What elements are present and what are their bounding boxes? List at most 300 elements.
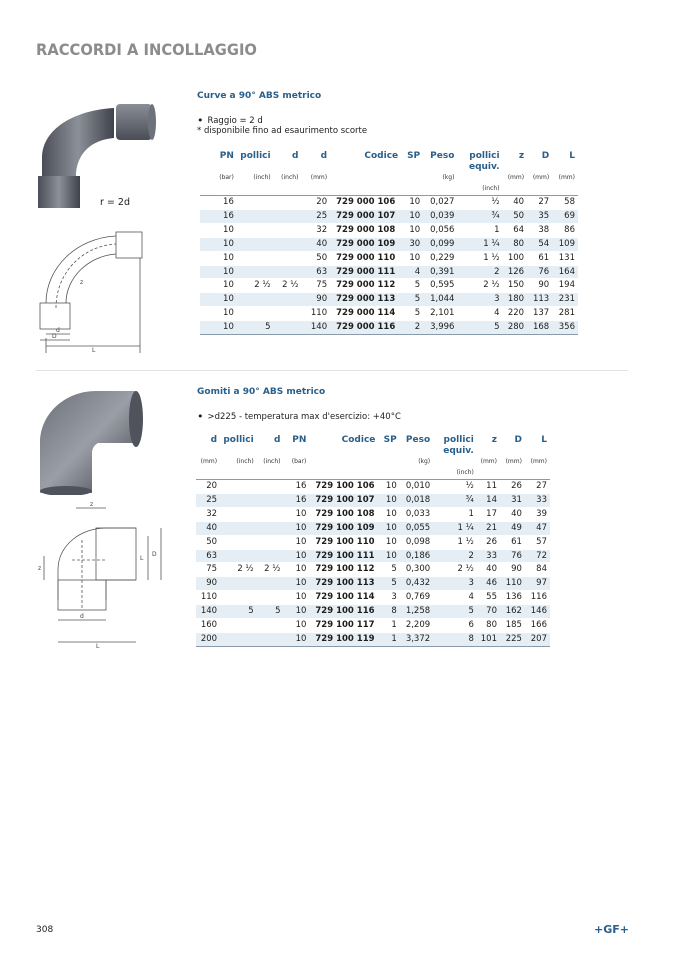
table-cell: 5 bbox=[457, 321, 502, 335]
table-cell: 10 bbox=[378, 549, 399, 563]
table-cell: 729 000 106 bbox=[336, 197, 396, 207]
table-cell: 0,391 bbox=[423, 265, 457, 279]
table-cell: 1 ½ bbox=[457, 536, 474, 547]
bend-table bbox=[200, 151, 578, 335]
table-cell: 10 bbox=[378, 493, 399, 507]
table-cell bbox=[237, 265, 274, 279]
col-peso: Peso bbox=[405, 435, 431, 445]
table-cell: 116 bbox=[530, 592, 547, 603]
table-cell: 49 bbox=[500, 521, 525, 535]
table-cell: 39 bbox=[536, 508, 547, 519]
table-cell: 32 bbox=[316, 224, 328, 235]
table-cell: 194 bbox=[558, 280, 575, 291]
table-cell bbox=[257, 535, 284, 549]
table-row bbox=[196, 619, 550, 633]
table-cell: 2,209 bbox=[405, 620, 431, 631]
table-cell: 2 ½ bbox=[282, 280, 299, 291]
col-D: D bbox=[514, 435, 522, 445]
table-cell: 21 bbox=[477, 521, 500, 535]
elbow-table-header bbox=[196, 435, 550, 457]
table-cell: 10 bbox=[284, 577, 310, 591]
table-cell: 5 bbox=[237, 321, 274, 335]
table-cell: 16 bbox=[200, 209, 237, 223]
table-cell bbox=[220, 549, 257, 563]
table-row bbox=[200, 307, 578, 321]
table-cell: 10 bbox=[223, 308, 234, 319]
table-cell: 4 bbox=[468, 592, 474, 603]
table-cell: 90 bbox=[538, 280, 550, 291]
table-cell: 0,099 bbox=[423, 237, 457, 251]
unit: (inch) bbox=[274, 173, 302, 196]
table-row bbox=[200, 196, 578, 210]
table-cell: 14 bbox=[477, 493, 500, 507]
col-pollici: pollici bbox=[223, 435, 254, 445]
table-cell bbox=[220, 577, 257, 591]
table-cell: 146 bbox=[525, 605, 550, 619]
unit: (mm) bbox=[196, 457, 220, 480]
col-D: D bbox=[541, 151, 550, 161]
table-row bbox=[200, 321, 578, 335]
table-cell bbox=[237, 209, 274, 223]
table-cell: 281 bbox=[558, 308, 575, 319]
col-pollici-equiv bbox=[433, 435, 477, 457]
table-cell: 90 bbox=[196, 577, 220, 591]
table-cell bbox=[237, 196, 274, 210]
table-cell: 729 100 106 bbox=[315, 481, 375, 491]
table-cell: 5 bbox=[401, 293, 423, 307]
table-cell: 1 bbox=[494, 224, 500, 235]
table-cell: 33 bbox=[477, 549, 500, 563]
table-cell: 10 bbox=[284, 521, 310, 535]
table-cell: 101 bbox=[477, 632, 500, 646]
table-cell: 0,300 bbox=[405, 564, 431, 575]
elbow-drawing bbox=[36, 500, 168, 650]
bend-photo bbox=[36, 98, 156, 210]
table-cell: ½ bbox=[465, 481, 474, 491]
table-cell: 25 bbox=[196, 493, 220, 507]
radius-label: r = 2d bbox=[100, 197, 130, 208]
table-cell bbox=[237, 307, 274, 321]
table-cell: 10 bbox=[385, 536, 397, 547]
page-number: 308 bbox=[36, 925, 54, 935]
table-cell: 3,996 bbox=[423, 321, 457, 335]
table-cell bbox=[220, 619, 257, 633]
col-sp: SP bbox=[407, 151, 421, 161]
table-cell: 76 bbox=[500, 549, 525, 563]
table-cell: 729 100 110 bbox=[315, 536, 375, 547]
table-row bbox=[196, 632, 550, 646]
section1-note: * disponibile fino ad esaurimento scorte bbox=[197, 126, 368, 136]
col-d-inch: d bbox=[291, 151, 299, 161]
table-cell: 10 bbox=[401, 209, 423, 223]
table-cell: 72 bbox=[525, 549, 550, 563]
unit: (mm) bbox=[552, 173, 578, 196]
table-cell: 180 bbox=[503, 293, 528, 307]
section1-bullet: • Raggio = 2 d bbox=[197, 114, 263, 127]
table-cell: 729 000 109 bbox=[330, 237, 401, 251]
table-cell: 17 bbox=[486, 508, 497, 519]
table-cell bbox=[257, 577, 284, 591]
bend-drawing-L: L bbox=[92, 347, 96, 354]
table-row bbox=[196, 605, 550, 619]
table-cell: 729 100 119 bbox=[309, 632, 378, 646]
table-cell: 4 bbox=[494, 308, 500, 319]
unit: (bar) bbox=[200, 173, 237, 196]
header-part: equiv. bbox=[443, 446, 474, 456]
gf-logo: +GF+ bbox=[594, 923, 629, 936]
table-cell: 40 bbox=[486, 564, 497, 575]
table-cell: 164 bbox=[552, 265, 578, 279]
elbow-drawing-L: L bbox=[140, 555, 144, 562]
table-cell: 0,010 bbox=[405, 481, 431, 491]
table-cell bbox=[274, 293, 302, 307]
table-row bbox=[200, 265, 578, 279]
table-cell: 0,432 bbox=[400, 577, 433, 591]
table-cell: 26 bbox=[511, 481, 522, 491]
table-cell: 76 bbox=[527, 265, 552, 279]
table-cell bbox=[237, 251, 274, 265]
table-cell: 5 bbox=[414, 280, 421, 291]
table-cell: 10 bbox=[200, 293, 237, 307]
table-cell: 2,101 bbox=[430, 308, 455, 319]
table-cell: 10 bbox=[200, 265, 237, 279]
table-cell: 160 bbox=[200, 620, 218, 631]
table-cell: 16 bbox=[223, 197, 234, 207]
col-pn: PN bbox=[292, 435, 307, 445]
table-cell: 4 bbox=[401, 265, 423, 279]
table-cell: 61 bbox=[511, 536, 522, 547]
table-cell: 97 bbox=[525, 577, 550, 591]
table-cell: 131 bbox=[558, 252, 575, 263]
table-cell: 90 bbox=[301, 293, 330, 307]
table-cell: 280 bbox=[503, 321, 528, 335]
table-cell: 729 000 112 bbox=[336, 280, 396, 291]
table-cell: 1,044 bbox=[423, 293, 457, 307]
table-cell: 54 bbox=[527, 237, 552, 251]
table-row bbox=[200, 279, 578, 293]
table-row bbox=[196, 563, 550, 577]
table-cell: 1 ¼ bbox=[433, 521, 477, 535]
table-cell: 20 bbox=[316, 197, 328, 207]
table-cell: 5 bbox=[433, 605, 477, 619]
elbow-photo bbox=[36, 383, 146, 495]
table-cell: 57 bbox=[536, 536, 547, 547]
table-cell: 166 bbox=[530, 620, 547, 631]
table-cell: 729 000 108 bbox=[336, 224, 396, 235]
table-row bbox=[196, 480, 550, 494]
table-cell: 6 bbox=[468, 620, 474, 631]
col-pn: PN bbox=[219, 151, 234, 161]
table-cell bbox=[257, 591, 284, 605]
col-sp: SP bbox=[383, 435, 397, 445]
table-cell: ¾ bbox=[457, 209, 502, 223]
col-L: L bbox=[569, 151, 575, 161]
table-cell bbox=[257, 619, 284, 633]
table-cell: 0,229 bbox=[430, 252, 455, 263]
table-cell: 0,595 bbox=[430, 280, 455, 291]
table-cell bbox=[274, 223, 302, 237]
table-cell bbox=[257, 493, 284, 507]
unit bbox=[330, 173, 401, 196]
section-divider bbox=[36, 370, 628, 371]
table-cell: 110 bbox=[500, 577, 525, 591]
table-cell: 50 bbox=[206, 536, 218, 547]
table-cell: 200 bbox=[196, 632, 220, 646]
table-cell: 10 bbox=[200, 237, 237, 251]
unit: (mm) bbox=[527, 173, 552, 196]
section2-title: Gomiti a 90° ABS metrico bbox=[197, 387, 326, 397]
table-cell bbox=[237, 237, 274, 251]
table-cell: 140 bbox=[301, 321, 330, 335]
col-codice: Codice bbox=[341, 435, 376, 445]
table-cell bbox=[220, 493, 257, 507]
table-cell bbox=[220, 507, 257, 521]
table-cell: 0,186 bbox=[400, 549, 433, 563]
table-cell bbox=[274, 196, 302, 210]
table-cell: 27 bbox=[536, 481, 547, 491]
table-cell bbox=[237, 223, 274, 237]
table-cell: 5 bbox=[257, 605, 284, 619]
col-L: L bbox=[541, 435, 547, 445]
table-cell: 0,055 bbox=[400, 521, 433, 535]
table-cell: 2 ½ bbox=[264, 564, 281, 575]
table-cell bbox=[220, 480, 257, 494]
table-cell: 207 bbox=[525, 632, 550, 646]
table-cell: 46 bbox=[477, 577, 500, 591]
table-cell bbox=[220, 521, 257, 535]
table-cell: 75 bbox=[316, 280, 328, 291]
table-cell: 10 bbox=[409, 252, 421, 263]
col-z: z bbox=[491, 435, 497, 445]
unit: (inch) bbox=[257, 457, 284, 480]
table-cell: 10 bbox=[295, 564, 307, 575]
col-z: z bbox=[518, 151, 525, 161]
col-codice: Codice bbox=[364, 151, 399, 161]
table-cell: 50 bbox=[316, 252, 328, 263]
unit: (mm) bbox=[525, 457, 550, 480]
table-cell: 729 100 107 bbox=[309, 493, 378, 507]
unit bbox=[309, 457, 378, 480]
table-row bbox=[196, 577, 550, 591]
table-cell: 126 bbox=[503, 265, 528, 279]
table-cell: 10 bbox=[378, 521, 399, 535]
table-cell: 69 bbox=[552, 209, 578, 223]
col-d-mm: d bbox=[210, 435, 218, 445]
header-part: pollici bbox=[469, 151, 500, 161]
table-cell: 10 bbox=[284, 549, 310, 563]
table-cell: 16 bbox=[284, 493, 310, 507]
table-cell: 729 100 113 bbox=[309, 577, 378, 591]
table-row bbox=[200, 209, 578, 223]
unit bbox=[378, 457, 399, 480]
elbow-drawing-d: d bbox=[80, 613, 84, 620]
header-part: equiv. bbox=[468, 162, 500, 172]
elbow-drawing-z2: z bbox=[38, 565, 42, 572]
table-cell: 80 bbox=[486, 620, 497, 631]
section2-bullet-text: >d225 - temperatura max d'esercizio: +40°C bbox=[207, 412, 401, 422]
bend-drawing-d: d bbox=[56, 327, 60, 334]
table-cell bbox=[274, 209, 302, 223]
table-cell bbox=[274, 265, 302, 279]
bend-drawing-z: z bbox=[80, 279, 84, 286]
table-cell bbox=[257, 521, 284, 535]
table-cell: 1 ¼ bbox=[457, 237, 502, 251]
table-cell: 5 bbox=[220, 605, 257, 619]
table-row bbox=[200, 293, 578, 307]
table-cell: 3,372 bbox=[400, 632, 433, 646]
table-row bbox=[200, 251, 578, 265]
table-cell: 729 000 110 bbox=[336, 252, 396, 263]
col-d-inch: d bbox=[274, 435, 281, 445]
table-cell: 729 000 114 bbox=[336, 308, 396, 319]
table-cell bbox=[220, 535, 257, 549]
table-cell: 729 000 111 bbox=[330, 265, 401, 279]
table-cell: 137 bbox=[532, 308, 550, 319]
table-cell: 729 100 116 bbox=[309, 605, 378, 619]
table-cell: 47 bbox=[525, 521, 550, 535]
table-cell: 40 bbox=[301, 237, 330, 251]
table-cell: 0,018 bbox=[400, 493, 433, 507]
table-cell: 10 bbox=[409, 197, 421, 207]
table-cell: 729 100 109 bbox=[309, 521, 378, 535]
table-cell: 185 bbox=[505, 620, 522, 631]
table-cell bbox=[220, 632, 257, 646]
table-cell: 11 bbox=[486, 481, 497, 491]
table-cell: 0,056 bbox=[430, 224, 455, 235]
table-cell: 31 bbox=[500, 493, 525, 507]
table-cell: 30 bbox=[401, 237, 423, 251]
col-d-mm: d bbox=[320, 151, 328, 161]
col-peso: Peso bbox=[430, 151, 455, 161]
table-cell bbox=[257, 632, 284, 646]
table-cell: 84 bbox=[536, 564, 547, 575]
table-cell: 10 bbox=[284, 632, 310, 646]
table-cell: 110 bbox=[200, 592, 218, 603]
table-cell: 75 bbox=[206, 564, 218, 575]
section2-bullet: • >d225 - temperatura max d'esercizio: +40°C bbox=[197, 410, 401, 423]
table-cell: 2 ½ bbox=[237, 564, 254, 575]
table-cell: 90 bbox=[511, 564, 522, 575]
table-cell: 0,039 bbox=[423, 209, 457, 223]
unit: (mm) bbox=[477, 457, 500, 480]
table-cell: 729 100 114 bbox=[315, 592, 375, 603]
table-row bbox=[200, 237, 578, 251]
unit bbox=[401, 173, 423, 196]
unit: (inch) bbox=[237, 173, 274, 196]
table-cell: 729 100 111 bbox=[309, 549, 378, 563]
table-cell: 2 bbox=[401, 321, 423, 335]
table-cell: ½ bbox=[491, 197, 500, 207]
table-row bbox=[196, 493, 550, 507]
elbow-drawing-L2: L bbox=[96, 643, 100, 650]
table-cell: 70 bbox=[477, 605, 500, 619]
table-cell: 8 bbox=[378, 605, 399, 619]
table-cell: 2 bbox=[433, 549, 477, 563]
bend-table-header bbox=[200, 151, 578, 173]
table-cell: 1 bbox=[378, 632, 399, 646]
table-cell: 25 bbox=[301, 209, 330, 223]
table-cell: 729 000 107 bbox=[330, 209, 401, 223]
table-cell: 50 bbox=[503, 209, 528, 223]
table-cell: 0,098 bbox=[405, 536, 431, 547]
table-cell: 3 bbox=[391, 592, 397, 603]
table-cell: 40 bbox=[511, 508, 522, 519]
unit: (inch) bbox=[433, 457, 477, 480]
elbow-table bbox=[196, 435, 550, 647]
unit: (bar) bbox=[284, 457, 310, 480]
table-cell: 10 bbox=[385, 508, 397, 519]
table-cell bbox=[274, 307, 302, 321]
col-pollici-equiv bbox=[457, 151, 502, 173]
unit: (mm) bbox=[301, 173, 330, 196]
table-cell: 10 bbox=[295, 592, 307, 603]
table-cell: 110 bbox=[310, 308, 328, 319]
table-cell bbox=[274, 251, 302, 265]
table-cell: 729 100 117 bbox=[315, 620, 375, 631]
table-cell: 356 bbox=[552, 321, 578, 335]
table-cell: 100 bbox=[507, 252, 525, 263]
table-cell: 231 bbox=[552, 293, 578, 307]
bend-table-units bbox=[200, 173, 578, 196]
table-cell: 10 bbox=[223, 252, 234, 263]
elbow-drawing-z: z bbox=[90, 501, 94, 508]
table-cell: 2 ½ bbox=[457, 564, 474, 575]
table-cell: 61 bbox=[538, 252, 550, 263]
table-row bbox=[196, 507, 550, 521]
table-cell: 10 bbox=[385, 481, 397, 491]
unit: (mm) bbox=[503, 173, 528, 196]
table-cell: 140 bbox=[196, 605, 220, 619]
table-cell bbox=[257, 480, 284, 494]
table-cell: 26 bbox=[486, 536, 497, 547]
table-cell: 5 bbox=[378, 577, 399, 591]
table-cell: 58 bbox=[564, 197, 575, 207]
table-cell: 55 bbox=[486, 592, 497, 603]
table-cell: 63 bbox=[301, 265, 330, 279]
table-row bbox=[200, 223, 578, 237]
section1-title: Curve a 90° ABS metrico bbox=[197, 91, 322, 101]
table-cell: 3 bbox=[457, 293, 502, 307]
table-cell: 150 bbox=[507, 280, 525, 291]
table-cell: 10 bbox=[295, 536, 307, 547]
bend-drawing bbox=[36, 228, 156, 358]
unit: (inch) bbox=[457, 173, 502, 196]
table-cell: 729 100 112 bbox=[315, 564, 375, 575]
table-cell: 40 bbox=[196, 521, 220, 535]
table-cell: 10 bbox=[284, 605, 310, 619]
table-cell: 2 ½ bbox=[483, 280, 500, 291]
table-cell: 729 000 116 bbox=[330, 321, 401, 335]
table-cell: ¾ bbox=[433, 493, 477, 507]
table-cell bbox=[274, 237, 302, 251]
table-cell: 20 bbox=[206, 481, 218, 491]
col-pollici: pollici bbox=[240, 151, 271, 161]
table-cell: 220 bbox=[507, 308, 525, 319]
table-cell: 10 bbox=[223, 280, 234, 291]
table-cell: 2 bbox=[457, 265, 502, 279]
table-cell: 3 bbox=[433, 577, 477, 591]
unit: (mm) bbox=[500, 457, 525, 480]
table-cell: 10 bbox=[295, 508, 307, 519]
table-cell bbox=[237, 293, 274, 307]
table-cell bbox=[257, 549, 284, 563]
table-cell: 113 bbox=[527, 293, 552, 307]
elbow-drawing-D: D bbox=[152, 551, 157, 558]
table-cell: 63 bbox=[196, 549, 220, 563]
table-cell: 64 bbox=[513, 224, 525, 235]
table-row bbox=[196, 549, 550, 563]
table-cell: 729 100 108 bbox=[315, 508, 375, 519]
